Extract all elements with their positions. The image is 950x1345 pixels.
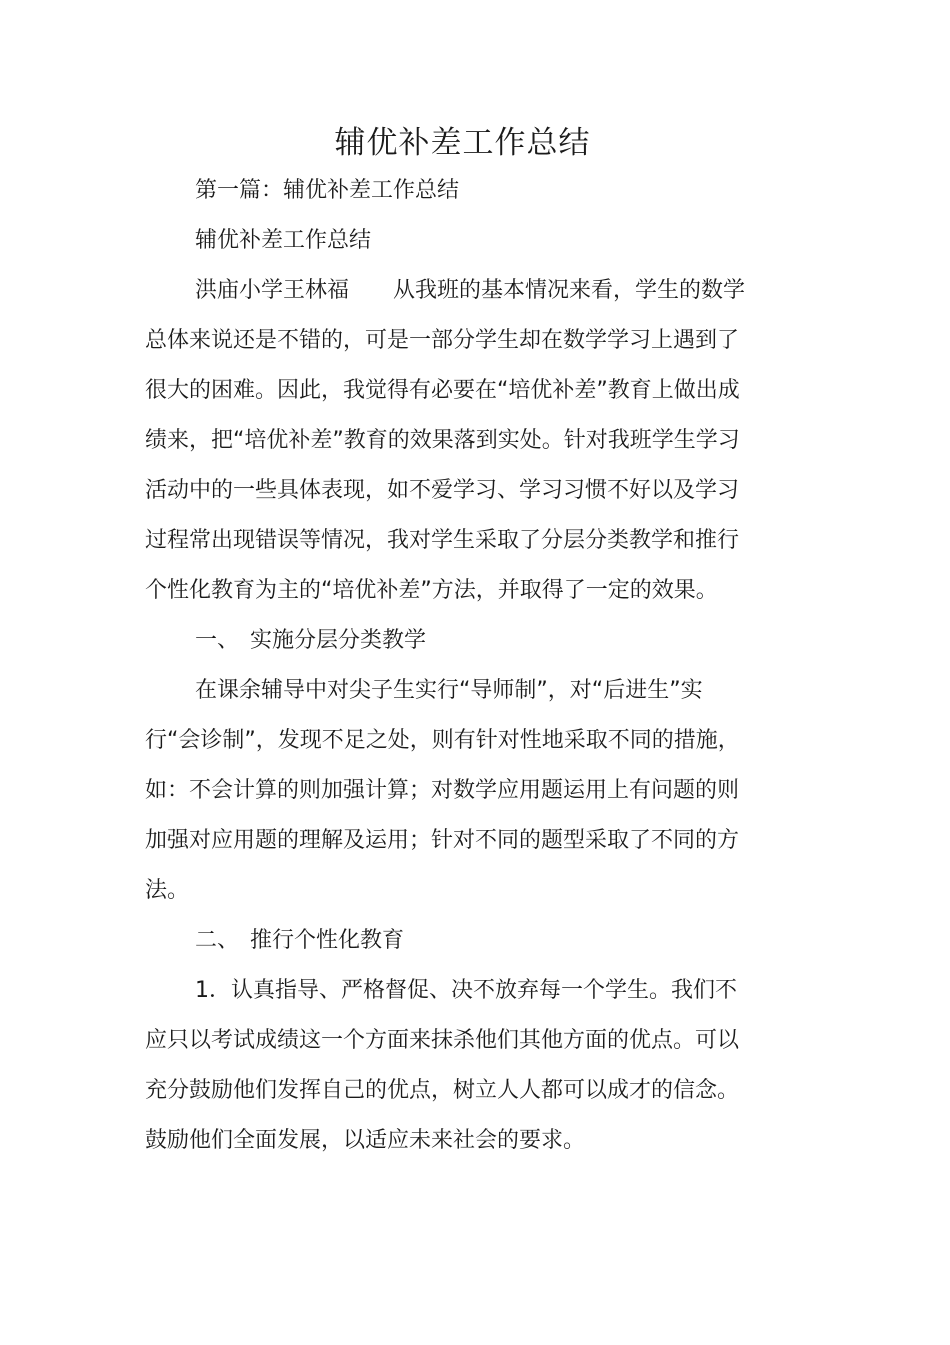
paragraph-section-2: 1．认真指导、严格督促、决不放弃每一个学生。我们不应只以考试成绩这一个方面来抹杀他们其他方面的优点。可以充分鼓励他们发挥自己的优点，树立人人都可以成才的信念。鼓励他们全面发展，以适应未来社会的要求。 [145, 978, 740, 1153]
document-body [145, 166, 757, 1166]
paragraph-section-1: 在课余辅导中对尖子生实行“导师制”，对“后进生”实行“会诊制”，发现不足之处，则有针对性地采取不同的措施，如：不会计算的则加强计算；对数学应用题运用上有问题的则加强对应用题的理解及运用；针对不同的题型采取了不同的方法。 [145, 678, 740, 903]
document-title: 辅优补差工作总结 [334, 125, 591, 161]
section-heading-1: 一、 实施分层分类教学 [195, 628, 427, 653]
heading-part-one: 第一篇：辅优补差工作总结 [195, 178, 460, 203]
subheading: 辅优补差工作总结 [195, 228, 372, 253]
section-heading-2: 二、 推行个性化教育 [195, 928, 405, 953]
paragraph-intro: 洪庙小学王林福 从我班的基本情况来看，学生的数学总体来说还是不错的，可是一部分学生却在数学学习上遇到了很大的困难。因此，我觉得有必要在“培优补差”教育上做出成绩来，把“培优补差”教育的效果落到实处。针对我班学生学习活动中的一些具体表现，如不爱学习、学习习惯不好以及学习过程常出现错误等情况，我对学生采取了分层分类教学和推行个性化教育为主的“培优补差”方法，并取得了一定的效果。 [145, 278, 746, 603]
